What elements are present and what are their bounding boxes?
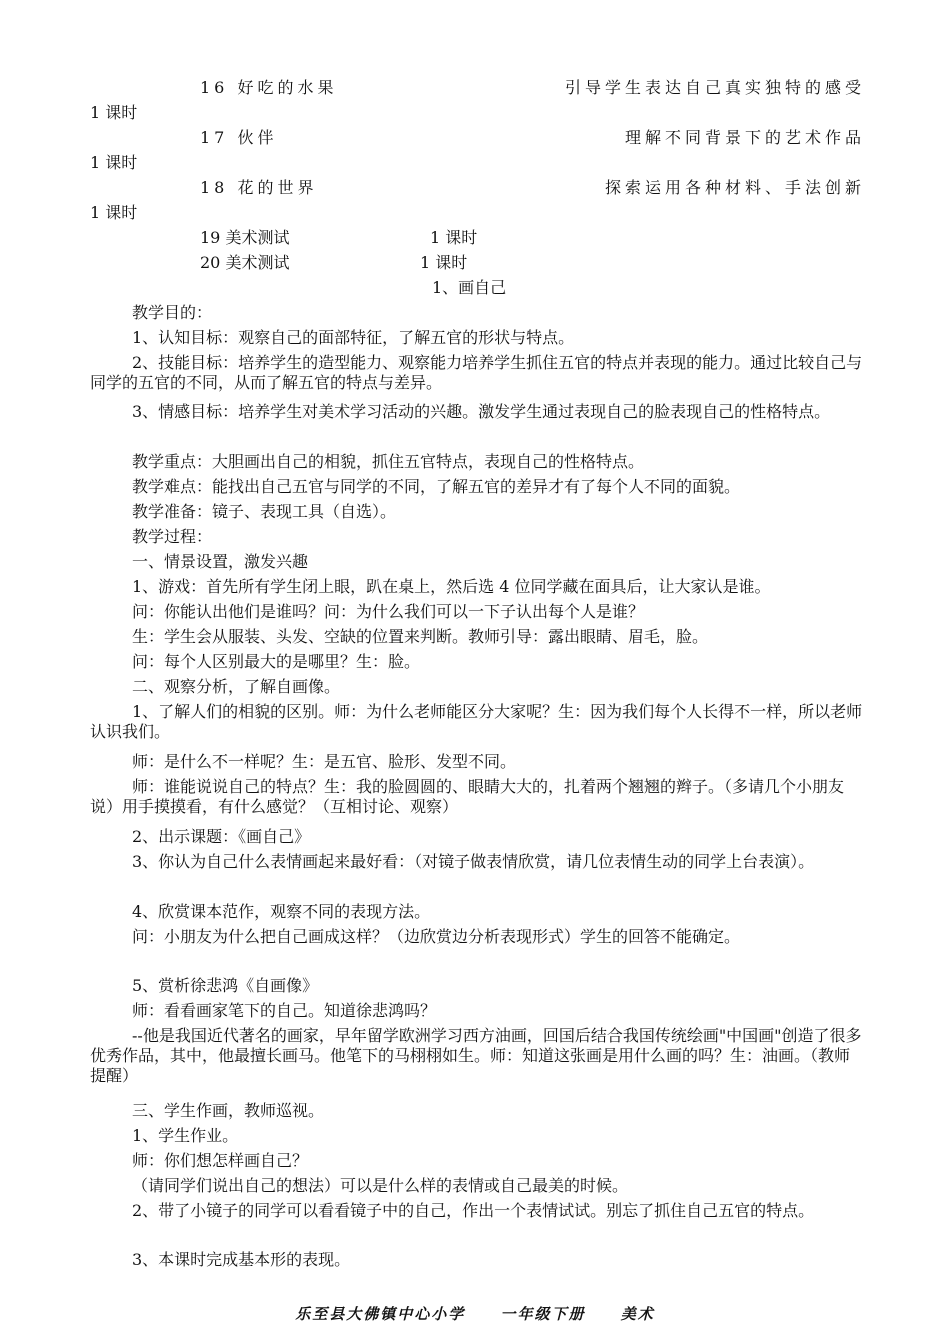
lesson-hours: 1 课时 — [90, 153, 138, 172]
paragraph: --他是我国近代著名的画家，早年留学欧洲学习西方油画，回国后结合我国传统绘画"中国画"创造了很多优秀作品，其中，他最擅长画马。他笔下的马栩栩如生。师：知道这张画是用什么画的吗？生：油画。（教师提醒） — [90, 1026, 862, 1085]
lesson-title: 19 美术测试 — [200, 228, 290, 247]
lesson-title: 18 花的世界 — [200, 178, 318, 197]
lesson-hours: 1 课时 — [90, 103, 138, 122]
paragraph: 师：看看画家笔下的自己。知道徐悲鸿吗？ — [132, 1001, 437, 1020]
paragraph: 教学目的： — [132, 303, 213, 322]
lesson-goal: 探索运用各种材料、手法创新 — [604, 178, 865, 197]
paragraph: 问：小朋友为什么把自己画成这样？（边欣赏边分析表现形式）学生的回答不能确定。 — [132, 927, 741, 946]
paragraph: 二、观察分析，了解自画像。 — [132, 677, 341, 696]
lesson-title: 20 美术测试 — [200, 253, 290, 272]
paragraph: 教学难点：能找出自己五官与同学的不同，了解五官的差异才有了每个人不同的面貌。 — [132, 477, 741, 496]
paragraph: 问：你能认出他们是谁吗？问：为什么我们可以一下子认出每个人是谁？ — [132, 602, 645, 621]
paragraph: 3、情感目标：培养学生对美术学习活动的兴趣。激发学生通过表现自己的脸表现自己的性格特点。 — [132, 402, 831, 421]
paragraph: 教学准备：镜子、表现工具（自选）。 — [132, 502, 397, 521]
paragraph: 3、本课时完成基本形的表现。 — [132, 1250, 351, 1269]
paragraph: 1、游戏：首先所有学生闭上眼，趴在桌上，然后选 4 位同学藏在面具后，让大家认是谁。 — [132, 577, 771, 596]
lesson-goal: 引导学生表达自己真实独特的感受 — [564, 78, 865, 97]
paragraph: 2、技能目标：培养学生的造型能力、观察能力培养学生抓住五官的特点并表现的能力。通过比较自己与同学的五官的不同，从而了解五官的特点与差异。 — [90, 353, 863, 392]
lesson-17-row — [90, 128, 865, 148]
paragraph: 1、认知目标：观察自己的面部特征，了解五官的形状与特点。 — [132, 328, 575, 347]
lesson-hours: 1 课时 — [420, 253, 468, 272]
page-footer — [0, 1303, 950, 1324]
paragraph: 师：谁能说说自己的特点？生：我的脸圆圆的、眼睛大大的，扎着两个翘翘的辫子。（多请几个小朋友说）用手摸摸看，有什么感觉？（互相讨论、观察） — [90, 777, 845, 816]
paragraph: 一、情景设置，激发兴趣 — [132, 552, 309, 571]
footer-school: 乐至县大佛镇中心小学 — [295, 1305, 466, 1323]
paragraph: 三、学生作画，教师巡视。 — [132, 1101, 325, 1120]
paragraph: 4、欣赏课本范作，观察不同的表现方法。 — [132, 902, 431, 921]
lesson-goal: 理解不同背景下的艺术作品 — [624, 128, 865, 147]
paragraph: 5、赏析徐悲鸿《自画像》 — [132, 976, 319, 995]
lesson-hours: 1 课时 — [430, 228, 478, 247]
paragraph: 1、学生作业。 — [132, 1126, 239, 1145]
paragraph: 3、你认为自己什么表情画起来最好看：（对镜子做表情欣赏，请几位表情生动的同学上台表演）。 — [132, 852, 815, 871]
footer-grade: 一年级下册 — [500, 1305, 586, 1323]
lesson-title: 16 好吃的水果 — [200, 78, 338, 97]
paragraph: 教学重点：大胆画出自己的相貌，抓住五官特点，表现自己的性格特点。 — [132, 452, 645, 471]
footer-subject: 美术 — [620, 1305, 655, 1323]
paragraph: 教学过程： — [132, 527, 213, 546]
paragraph: 1、了解人们的相貌的区别。师：为什么老师能区分大家呢？生：因为我们每个人长得不一样，所以老师认识我们。 — [90, 702, 863, 741]
lesson-18-row — [90, 178, 865, 198]
lesson-16-row — [90, 78, 865, 98]
lesson-hours: 1 课时 — [90, 203, 138, 222]
paragraph: （请同学们说出自己的想法）可以是什么样的表情或自己最美的时候。 — [132, 1176, 629, 1195]
paragraph: 师：是什么不一样呢？生：是五官、脸形、发型不同。 — [132, 752, 517, 771]
paragraph: 师：你们想怎样画自己？ — [132, 1151, 309, 1170]
paragraph: 2、出示课题：《画自己》 — [132, 827, 311, 846]
paragraph: 2、带了小镜子的同学可以看看镜子中的自己，作出一个表情试试。别忘了抓住自己五官的特点。 — [132, 1201, 815, 1220]
paragraph: 生：学生会从服装、头发、空缺的位置来判断。教师引导：露出眼睛、眉毛，脸。 — [132, 627, 709, 646]
paragraph: 问：每个人区别最大的是哪里？生：脸。 — [132, 652, 421, 671]
lesson-title: 17 伙伴 — [200, 128, 278, 147]
